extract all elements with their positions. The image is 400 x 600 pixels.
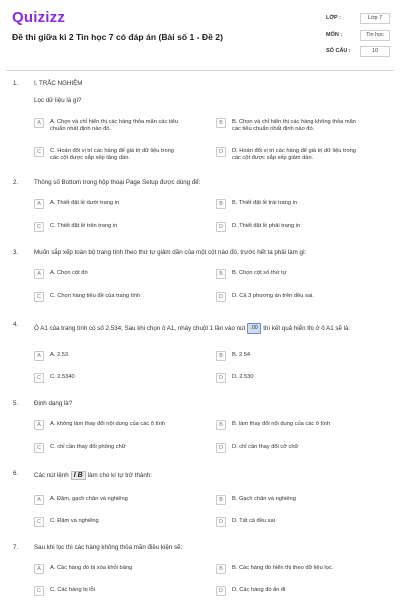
option-d[interactable]	[216, 291, 392, 307]
option-letter: C	[34, 373, 44, 383]
option-text: B. 2.54	[232, 352, 251, 358]
option-letter: D	[216, 292, 226, 302]
worksheet-header	[0, 0, 400, 70]
option-letter: A	[34, 199, 44, 209]
option-text-cont: các cột được sắp xếp giảm dần.	[232, 155, 314, 161]
option-c[interactable]	[34, 516, 204, 532]
option-letter: B	[216, 351, 226, 361]
option-b[interactable]	[216, 268, 392, 284]
option-text-cont: chuẩn nhất định nào đó.	[50, 126, 112, 132]
option-letter: C	[34, 292, 44, 302]
option-text-cont: các tiêu chuẩn nhất định nào đó.	[232, 126, 315, 132]
option-letter: B	[216, 420, 226, 430]
worksheet-title: Đề thi giữa kì 2 Tin học 7 có đáp án (Bài số 1 - Đề 2)	[12, 32, 223, 42]
option-a[interactable]	[34, 350, 204, 366]
question-text: Định dạng là?	[34, 400, 73, 407]
option-text: B. Chọn cột số thứ tự	[232, 270, 287, 276]
question-text: Sau khi lọc thì các hàng không thỏa mãn điều kiện sẽ:	[34, 544, 183, 551]
option-c[interactable]	[34, 146, 204, 162]
meta-grade	[326, 15, 390, 28]
option-d[interactable]	[216, 372, 392, 388]
option-b[interactable]	[216, 494, 392, 510]
question-text-part-b: thì kết quả hiển thị ở ô A1 sẽ là:	[263, 325, 351, 333]
option-letter: B	[216, 118, 226, 128]
option-letter: D	[216, 147, 226, 157]
option-c[interactable]	[34, 291, 204, 307]
meta-subject-value: Tin học	[360, 30, 390, 41]
option-a[interactable]	[34, 268, 204, 284]
meta-grade-value: Lớp 7	[360, 13, 390, 24]
option-text: D. Hoán đổi vị trí các hàng để giá trị dữ liệu trong	[232, 148, 356, 154]
meta-count-label: SỐ CÂU :	[326, 48, 351, 54]
option-letter: D	[216, 222, 226, 232]
option-text: B. Chọn và chỉ hiển thị các hàng không thỏa mãn	[232, 119, 356, 125]
option-letter: A	[34, 495, 44, 505]
option-b[interactable]	[216, 563, 392, 579]
option-letter: B	[216, 269, 226, 279]
question-number: 1.	[13, 80, 19, 87]
quizizz-logo: Quizizz	[12, 9, 66, 26]
option-text: D. Tất cả đều sai	[232, 518, 275, 524]
option-letter: B	[216, 199, 226, 209]
option-b[interactable]	[216, 198, 392, 214]
section-heading: I. TRẮC NGHIỆM	[34, 80, 83, 87]
option-text: C. chỉ cần thay đổi phông chữ	[50, 444, 126, 450]
option-c[interactable]	[34, 221, 204, 237]
option-a[interactable]	[34, 494, 204, 510]
option-text: B. Các hàng đó hiển thị theo dữ liệu lọc.	[232, 565, 334, 571]
option-text: C. Chọn hàng tiêu đề của trang tính	[50, 293, 141, 299]
option-text: C. Các hàng bị lỗi	[50, 587, 95, 593]
option-letter: B	[216, 564, 226, 574]
option-c[interactable]	[34, 372, 204, 388]
option-c[interactable]	[34, 585, 204, 600]
meta-subject-label: MÔN :	[326, 32, 343, 38]
option-letter: A	[34, 269, 44, 279]
option-text-cont: các cột được sắp xếp tăng dần.	[50, 155, 130, 161]
option-a[interactable]	[34, 117, 204, 133]
question-text	[34, 471, 152, 480]
option-d[interactable]	[216, 442, 392, 458]
option-a[interactable]	[34, 198, 204, 214]
option-text: C. Hoán đổi vị trí các hàng để giá trị dữ liệu trong	[50, 148, 174, 154]
meta-subject	[326, 32, 390, 45]
question-number: 6.	[13, 470, 19, 477]
question-number: 4.	[13, 321, 19, 328]
option-text: A. Chọn cột đó	[50, 270, 88, 276]
option-text: D. Thiết đặt lề phải trang in	[232, 223, 301, 229]
option-text: A. Thiết đặt lề dưới trang in	[50, 200, 120, 206]
option-text: A. Các hàng đó bị xóa khỏi bảng	[50, 565, 133, 571]
option-text: C. 2.5340	[50, 374, 75, 380]
option-letter: D	[216, 443, 226, 453]
option-letter: A	[34, 118, 44, 128]
question-text: Thông số Bottom trong hộp thoại Page Setup được dùng để:	[34, 179, 201, 186]
option-text: B. Gạch chân và nghiêng	[232, 496, 296, 502]
option-letter: C	[34, 147, 44, 157]
option-text: A. Chọn và chỉ hiển thị các hàng thỏa mãn các tiêu	[50, 119, 179, 125]
question-text-part-a: Các nút lệnh	[34, 472, 69, 480]
option-text: D. 2.530	[232, 374, 254, 380]
meta-grade-label: LỚP :	[326, 15, 341, 21]
option-text: D. Cả 3 phương án trên đều sai.	[232, 293, 314, 299]
question-text: Lọc dữ liệu là gì?	[34, 97, 82, 104]
option-letter: D	[216, 517, 226, 527]
option-a[interactable]	[34, 419, 204, 435]
question-text-part-a: Ô A1 của trang tính có số 2.534; Sau khi chọn ô A1, nháy chuột 1 lần vào nút	[34, 325, 246, 333]
option-letter: C	[34, 443, 44, 453]
option-c[interactable]	[34, 442, 204, 458]
option-letter: C	[34, 517, 44, 527]
option-letter: C	[34, 222, 44, 232]
option-text: C. Thiết đặt lề trên trang in	[50, 223, 118, 229]
option-b[interactable]	[216, 419, 392, 435]
option-letter: C	[34, 586, 44, 596]
increase-decimal-icon: .00	[247, 323, 261, 334]
option-letter: B	[216, 495, 226, 505]
option-d[interactable]	[216, 146, 392, 162]
question-text-part-b: làm cho kí tự trở thành:	[87, 472, 152, 480]
option-letter: D	[216, 586, 226, 596]
option-d[interactable]	[216, 516, 392, 532]
option-text: B. làm thay đổi nội dung của các ô tính	[232, 421, 331, 427]
meta-count-value: 10	[360, 46, 390, 57]
option-d[interactable]	[216, 585, 392, 600]
question-text	[34, 323, 350, 334]
meta-count	[326, 48, 390, 61]
question-number: 5.	[13, 400, 19, 407]
option-text: A. không làm thay đổi nội dung của các ô tính	[50, 421, 166, 427]
option-b[interactable]	[216, 117, 392, 133]
option-b[interactable]	[216, 350, 392, 366]
option-text: C. Đậm và nghiêng	[50, 518, 99, 524]
option-letter: A	[34, 351, 44, 361]
option-a[interactable]	[34, 563, 204, 579]
option-text: A. Đậm, gạch chân và nghiêng	[50, 496, 128, 502]
option-text: B. Thiết đặt lề trái trang in	[232, 200, 298, 206]
option-letter: D	[216, 373, 226, 383]
question-number: 2.	[13, 179, 19, 186]
option-d[interactable]	[216, 221, 392, 237]
option-letter: A	[34, 420, 44, 430]
question-number: 3.	[13, 249, 19, 256]
question-number: 7.	[13, 544, 19, 551]
question-text: Muốn sắp xếp toàn bộ trang tính theo thứ tự giảm dần của một cột nào đó, trước hết ta phải làm gì:	[34, 249, 307, 256]
option-text: A. 2.53	[50, 352, 69, 358]
header-divider	[6, 70, 394, 71]
option-text: D. chỉ cần thay đổi cỡ chữ	[232, 444, 299, 450]
option-letter: A	[34, 564, 44, 574]
italic-bold-buttons-icon: I B	[71, 471, 86, 480]
option-text: D. Các hàng đó ẩn đi	[232, 587, 286, 593]
